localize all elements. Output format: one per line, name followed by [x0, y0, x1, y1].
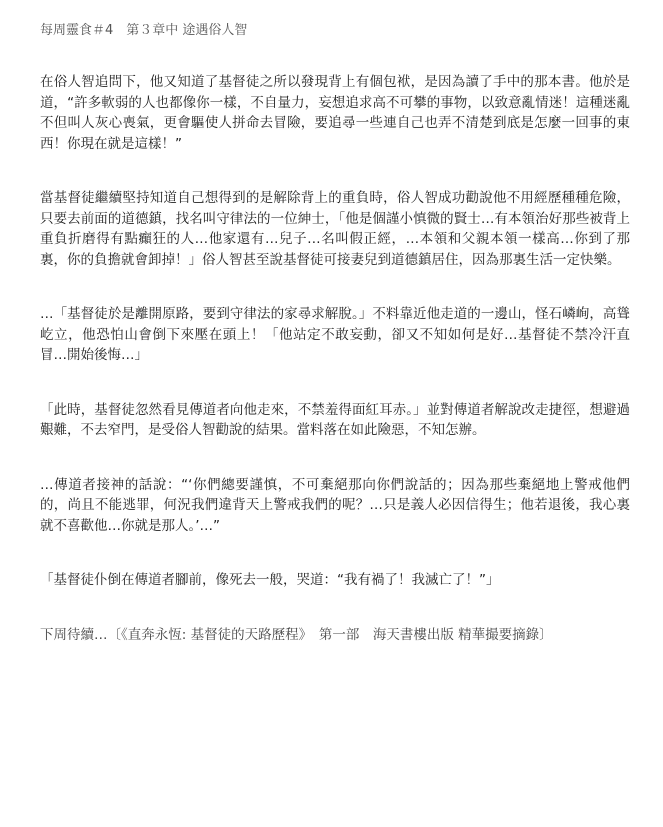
- article: [40, 22, 630, 645]
- continued-note: 下周待續…〔《直奔永恆: 基督徒的天路歷程》 第一部 海天書樓出版 精華撮要摘錄〕: [40, 626, 553, 643]
- paragraph-1: 在俗人智追問下，他又知道了基督徒之所以發現背上有個包袱，是因為讀了手中的那本書。他於是道，“許多軟弱的人也都像你一樣，不自量力，妄想追求高不可攀的事物，以致意亂情迷！這種迷亂不但叫人灰心喪氣，更會驅使人拼命去冒險，要追尋一些連自己也弄不清楚到底是怎麼一回事的東西！你現在就是這樣！”: [40, 74, 630, 152]
- paragraph-2: 當基督徒繼續堅持知道自己想得到的是解除背上的重負時，俗人智成功勸說他不用經歷種種危險，只要去前面的道德鎮，找名叫守律法的一位紳士，「他是個謹小慎微的賢士…有本領治好那些被背上重負折磨得有點癲狂的人…他家還有…兒子…名叫假正經，…本領和父親本領一樣高…你到了那裏，你的負擔就會卸掉！」俗人智甚至說基督徒可接妻兒到道德鎮居住，因為那裏生活一定快樂。: [40, 190, 630, 268]
- paragraph-5: …傳道者接神的話說：“‘你們總要謹慎，不可棄絕那向你們說話的；因為那些棄絕地上警戒他們的，尚且不能逃罪，何況我們違背天上警戒我們的呢？…只是義人必因信得生；他若退後，我心裏就不喜歡他…你就是那人。’…”: [40, 476, 630, 534]
- paragraph-6: 「基督徒仆倒在傳道者腳前，像死去一般，哭道：“我有禍了！我滅亡了！”」: [40, 572, 500, 588]
- paragraph-3: …「基督徒於是離開原路，要到守律法的家尋求解脫。」不料靠近他走道的一邊山，怪石嶙峋，高聳屹立，他恐怕山會倒下來壓在頭上！「他站定不敢妄動，卻又不知如何是好…基督徒不禁冷汗直冒…開始後悔…」: [40, 306, 630, 363]
- paragraph-4: 「此時，基督徒忽然看見傳道者向他走來，不禁羞得面紅耳赤。」並對傳道者解說改走捷徑，想避過艱難，不去窄門，是受俗人智勸說的結果。當料落在如此險惡，不知怎辦。: [40, 401, 630, 438]
- page-title: 每周靈食＃4 第３章中 途遇俗人智: [40, 23, 248, 38]
